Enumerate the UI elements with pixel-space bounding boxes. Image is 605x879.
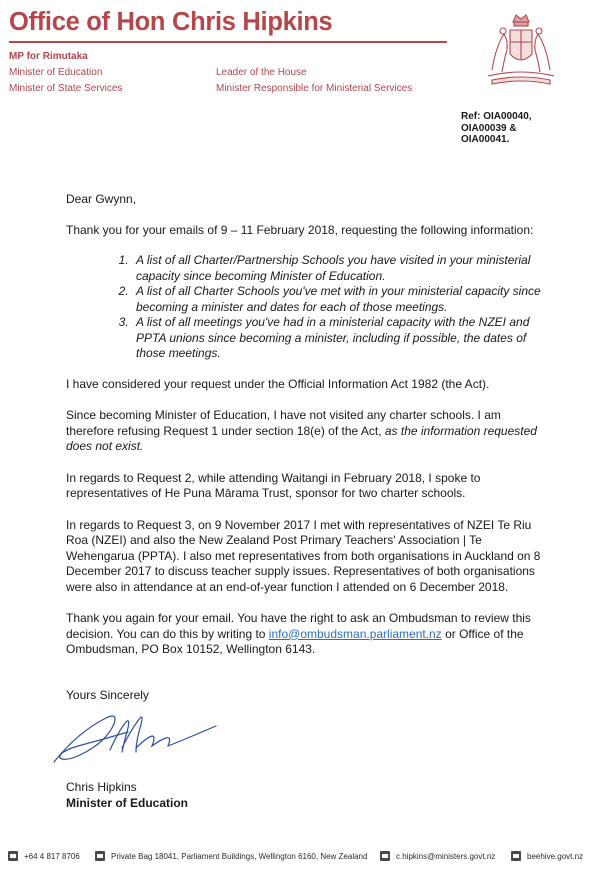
footer-phone: [8, 851, 80, 861]
footer-email: [380, 851, 495, 861]
coat-of-arms-icon: [480, 10, 562, 92]
signature-icon: [48, 702, 228, 774]
role-leader-house: Leader of the House: [216, 67, 307, 78]
email-icon: [380, 851, 390, 861]
request-item: 2. A list of all Charter Schools you've met with in your ministerial capacity since becoming a minister and dates for each of those meetings.: [132, 284, 546, 315]
request1-paragraph: [66, 408, 546, 455]
letterhead-rule: [9, 41, 447, 43]
footer-address: [95, 851, 367, 861]
signatory-name: Chris Hipkins: [66, 780, 137, 794]
request1-italic: as the information requested does not exist.: [66, 423, 537, 453]
letterhead-title: Office of Hon Chris Hipkins: [9, 8, 333, 36]
web-icon: [511, 851, 521, 861]
reference-block: [461, 111, 532, 146]
role-ministerial-services: Minister Responsible for Ministerial Services: [216, 83, 413, 94]
footer-address-text: Private Bag 18041, Parliament Buildings, Wellington 6160, New Zealand: [111, 851, 368, 861]
footer-phone-text: +64 4 817 8706: [24, 851, 80, 861]
role-minister-state-services: Minister of State Services: [9, 83, 123, 94]
thanks-text-end: or Office of the Ombudsman, PO Box 10152, Wellington 6143.: [66, 626, 524, 656]
request-item: 3. A list of all meetings you've had in a ministerial capacity with the NZEI and PPTA unions since becoming a minister, including if possible, the dates of those meetings.: [132, 315, 546, 362]
phone-icon: [8, 851, 18, 861]
role-minister-education: Minister of Education: [9, 67, 103, 78]
request2-paragraph: In regards to Request 2, while attending Waitangi in February 2018, I spoke to representatives of He Puna Mārama Trust, sponsor for two charter schools.: [66, 470, 481, 500]
request-item: 1. A list of all Charter/Partnership Schools you have visited in your ministerial capacity since becoming Minister of Education.: [132, 253, 546, 284]
request1-text: Since becoming Minister of Education, I have not visited any charter schools. I am therefore refusing Request 1 under section 18(e) of the Act,: [66, 408, 501, 438]
signatory-title: Minister of Education: [66, 796, 189, 810]
consideration-paragraph: I have considered your request under the Official Information Act 1982 (the Act).: [66, 376, 490, 391]
footer-website-text[interactable]: beehive.govt.nz: [527, 851, 584, 861]
footer-website: [511, 851, 583, 861]
request-list: [66, 253, 546, 362]
reference-line: OIA00039 &: [461, 122, 517, 134]
mail-icon: [95, 851, 105, 861]
closing: Yours Sincerely: [66, 688, 149, 702]
ombudsman-email-link[interactable]: info@ombudsman.parliament.nz: [268, 626, 442, 641]
letter-body: [66, 192, 546, 674]
letterhead-subtitle: MP for Rimutaka: [9, 51, 88, 62]
request3-paragraph: In regards to Request 3, on 9 November 2017 I met with representatives of NZEI Te Riu Roa (NZEI) and also the New Zealand Post Primary Teachers' Association | Te Wehengarua (PPTA). I also met representatives from both organisations in Auckland on 8 December 2017 to discuss teacher supply issues. Representatives of both organisations were also in attendance at an end-of-year function I attended on 6 December 2018.: [66, 517, 541, 594]
salutation: Dear Gwynn,: [66, 192, 137, 206]
thanks-text: Thank you again for your email. You have the right to ask an Ombudsman to review this decision. You can do this by writing to: [66, 611, 531, 641]
intro-paragraph: Thank you for your emails of 9 – 11 February 2018, requesting the following information:: [66, 222, 534, 237]
footer-email-text[interactable]: c.hipkins@ministers.govt.nz: [396, 851, 496, 861]
reference-line: Ref: OIA00040,: [461, 111, 532, 122]
reference-line: OIA00041.: [461, 134, 510, 145]
thanks-paragraph: [66, 611, 546, 658]
